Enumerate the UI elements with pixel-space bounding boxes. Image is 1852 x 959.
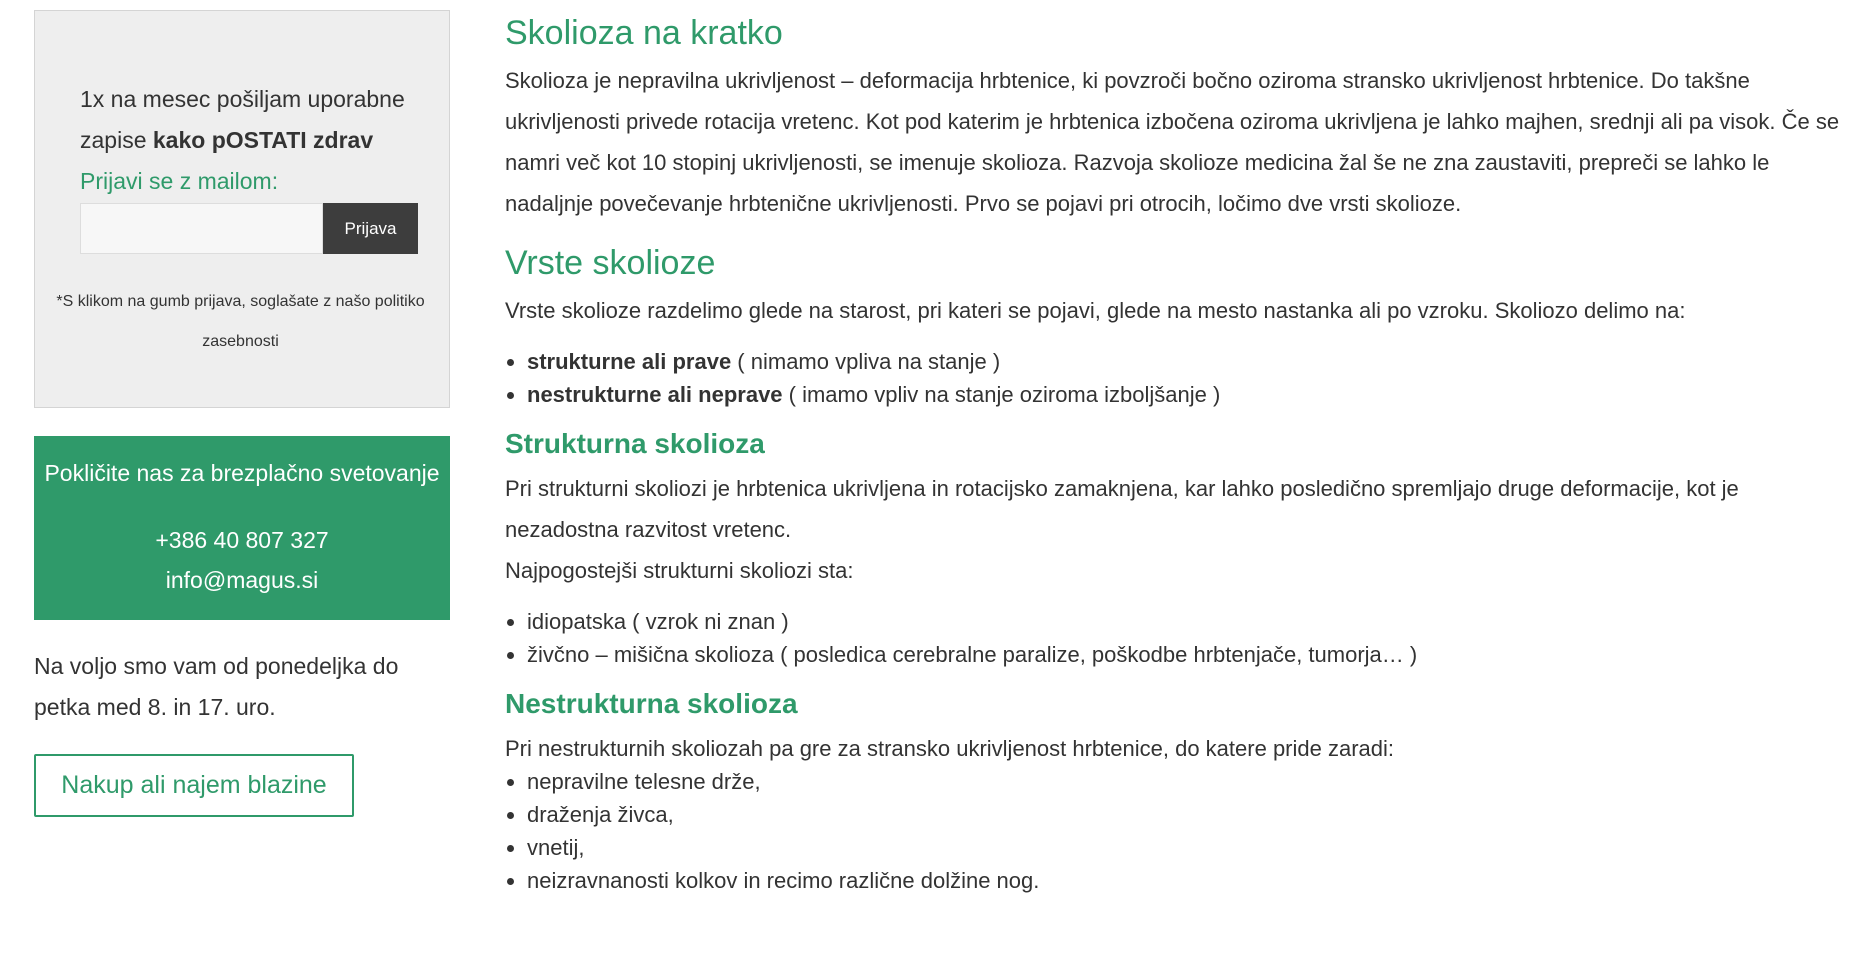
list-item-bold: nestrukturne ali neprave [527,382,783,407]
heading-skolioza-na-kratko: Skolioza na kratko [505,14,783,52]
buy-or-rent-button[interactable]: Nakup ali najem blazine [34,754,354,817]
list-item [527,345,1845,378]
paragraph-skolioza-na-kratko: Skolioza je nepravilna ukrivljenost – deformacija hrbtenice, ki povzroči bočno oziroma stransko ukrivljenost hrbtenice. Do takšne ukrivljenosti privede rotacija vretenc. Kot pod katerim je hrbtenica izbočena oziroma ukrivljena je lahko majhen, srednji ali pa visok. Če se namri več kot 10 stopinj ukrivljenosti, se imenuje skolioza. Razvoja skolioze medicina žal še ne zna zaustaviti, prepreči se lahko le nadaljnje povečevanje hrbtenične ukrivljenosti. Prvo se pojavi pri otrocih, ločimo dve vrsti skolioze. [505,68,1840,216]
list-item-bold: strukturne ali prave [527,349,732,374]
email-input[interactable] [80,203,323,254]
paragraph-vrste-skolioze: Vrste skolioze razdelimo glede na starost, pri kateri se pojavi, glede na mesto nastanka ali po vzroku. Skoliozo delimo na: [505,298,1686,323]
paragraph-najpogostejsi: Najpogostejši strukturni skoliozi sta: [505,558,854,583]
contact-box [34,436,450,620]
list-item: • nepravilne telesne drže, [527,765,1845,798]
signup-submit-button[interactable]: Prijava [323,203,418,254]
sidebar [34,10,450,817]
heading-nestrukturna-skolioza: Nestrukturna skolioza [505,688,798,719]
list-item: • draženja živca, [527,798,1845,831]
list-item-text: ( nimamo vpliva na stanje ) [731,349,1001,374]
newsletter-box [34,10,450,408]
opening-hours: Na voljo smo vam od ponedeljka do petka med 8. in 17. uro. [34,653,399,720]
list-strukturna-skolioza [505,605,1845,671]
contact-phone[interactable]: +386 40 807 327 [155,527,329,553]
contact-email[interactable]: info@magus.si [165,567,319,593]
paragraph-strukturna-skolioza: Pri strukturni skoliozi je hrbtenica ukrivljena in rotacijsko zamaknjena, kar lahko posledično spremljajo druge deformacije, kot je nezadostna razvitost vretenc. [505,476,1739,542]
newsletter-intro-bold: kako pOSTATI zdrav [152,127,374,153]
contact-title: Pokličite nas za brezplačno svetovanje [44,460,440,486]
privacy-disclaimer: *S klikom na gumb prijava, soglašate z našo politiko zasebnosti [56,293,425,350]
list-item: • živčno – mišična skolioza ( posledica cerebralne paralize, poškodbe hrbtenjače, tumorja… ) [527,638,1845,671]
list-item: • neizravnanosti kolkov in recimo različne dolžine nog. [527,864,1845,897]
article-content [505,12,1845,897]
list-item [527,378,1845,411]
signup-form [80,203,403,254]
paragraph-nestrukturna-skolioza: Pri nestrukturnih skoliozah pa gre za stransko ukrivljenost hrbtenice, do katere pride zaradi: [505,736,1395,761]
list-item: • vnetij, [527,831,1845,864]
list-item: • idiopatska ( vzrok ni znan ) [527,605,1845,638]
signup-label: Prijavi se z mailom: [80,168,279,194]
list-nestrukturna-skolioza [505,765,1845,897]
heading-strukturna-skolioza: Strukturna skolioza [505,428,765,459]
list-vrste-skolioze [505,345,1845,411]
newsletter-intro-text: 1x na mesec pošiljam uporabne zapise [80,86,405,153]
newsletter-intro [80,79,405,161]
heading-vrste-skolioze: Vrste skolioze [505,244,716,282]
list-item-text: ( imamo vpliv na stanje oziroma izboljšanje ) [782,382,1221,407]
